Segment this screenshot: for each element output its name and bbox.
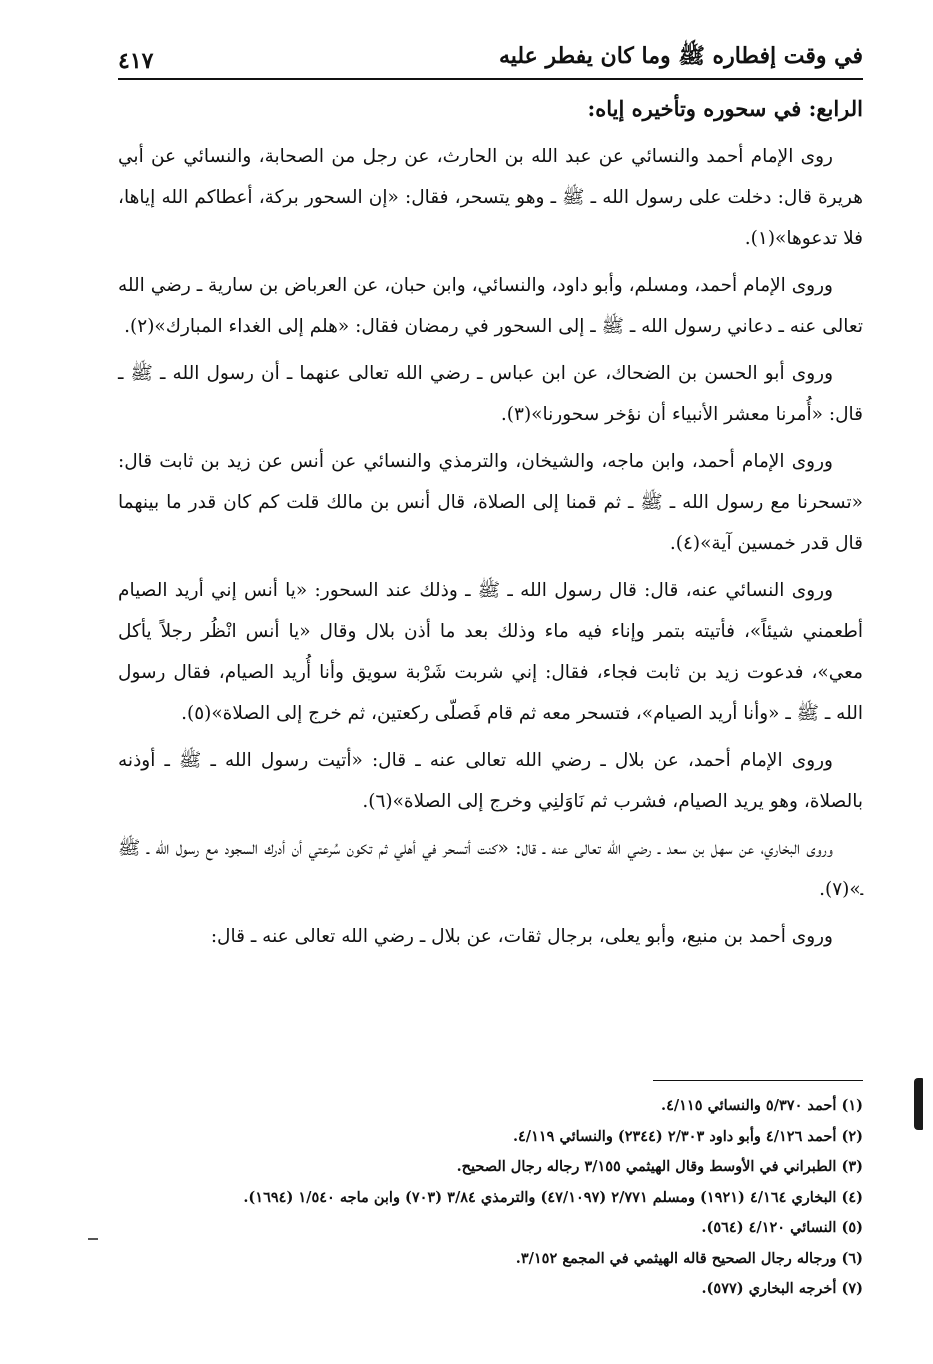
paragraph-1: روى الإمام أحمد والنسائي عن عبد الله بن الحارث، عن رجل من الصحابة، والنسائي عن أبي هريرة قال: دخلت على رسول الله ـ ﷺ ـ وهو يتسحر، فقال: «إن السحور بركة، أعطاكم الله إياها، فلا تدعوها»(١). bbox=[118, 146, 863, 249]
header-title: في وقت إفطاره ﷺ وما كان يفطر عليه bbox=[498, 43, 863, 69]
paragraph-7: وروى البخاري، عن سهل بن سعد ـ رضي الله تعالى عنه ـ قال: «كنت أتسحر في أهلي ثم تكون سُرعتي أن أدرك السجود مع رسول الله ـ ﷺ ـ»(٧). bbox=[118, 838, 863, 900]
footnote-6: (٦) ورجاله رجال الصحيح قاله الهيثمي في المجمع ٣/١٥٢. bbox=[515, 1249, 863, 1267]
footnote-5: (٥) النسائي ٤/١٢٠ (٥٦٤). bbox=[701, 1219, 863, 1236]
footnote-divider bbox=[653, 1080, 863, 1081]
scan-speck-mark bbox=[914, 1078, 923, 1130]
section-heading: الرابع: في سحوره وتأخيره إياه: bbox=[587, 96, 863, 121]
scan-dash-mark bbox=[88, 1238, 98, 1240]
paragraph-5: وروى النسائي عنه، قال: قال رسول الله ـ ﷺ ـ وذلك عند السحور: «يا أنس إني أريد الصيام أطعمني شيئاً»، فأتيته بتمر وإناء فيه ماء وذلك بعد ما أذن بلال وقال «يا أنس انْظُر رجلاً يأكل معي»، فدعوت زيد بن ثابت فجاء، فقال: إني شربت شَرْبة سويق وأنا أُريد الصيام، فقال رسول الله ـ ﷺ ـ «وأنا أريد الصيام»، فتسحر معه ثم قام فَصلّى ركعتين، ثم خرج إلى الصلاة»(٥). bbox=[118, 580, 863, 724]
footnote-2: (٢) أحمد ٤/١٢٦ وأبو داود ٢/٣٠٣ (٢٣٤٤) والنسائي ٤/١١٩. bbox=[512, 1127, 863, 1145]
paragraph-8: وروى أحمد بن منيع، وأبو يعلى، برجال ثقات، عن بلال ـ رضي الله تعالى عنه ـ قال: bbox=[210, 926, 833, 947]
footnote-1: (١) أحمد ٥/٣٧٠ والنسائي ٤/١١٥. bbox=[661, 1097, 863, 1114]
page-number: ٤١٧ bbox=[118, 48, 154, 74]
footnotes bbox=[118, 1091, 863, 1305]
footnote-4: (٤) البخاري ٤/١٦٤ (١٩٢١) ومسلم ٢/٧٧١ (٤٧/١٠٩٧) والترمذي ٣/٨٤ (٧٠٣) وابن ماجه ١/٥٤٠ (١٦٩٤). bbox=[243, 1188, 863, 1206]
running-header bbox=[118, 30, 863, 80]
footnote-7: (٧) أخرجه البخاري (٥٧٧). bbox=[701, 1280, 863, 1297]
paragraph-4: وروى الإمام أحمد، وابن ماجه، والشيخان، والترمذي والنسائي عن أنس عن زيد بن ثابت قال: «تسحرنا مع رسول الله ـ ﷺ ـ ثم قمنا إلى الصلاة، قال أنس بن مالك قلت كم كان قدر ما بينهما قال قدر خمسين آية»(٤). bbox=[118, 451, 863, 554]
footnote-3: (٣) الطبراني في الأوسط وقال الهيثمي ٣/١٥٥ رجاله رجال الصحيح. bbox=[456, 1158, 863, 1175]
paragraph-2: وروى الإمام أحمد، ومسلم، وأبو داود، والنسائي، وابن حبان، عن العرباض بن سارية ـ رضي الله تعالى عنه ـ دعاني رسول الله ـ ﷺ ـ إلى السحور في رمضان فقال: «هلم إلى الغداء المبارك»(٢). bbox=[118, 275, 863, 337]
main-text bbox=[118, 90, 863, 963]
paragraph-6: وروى الإمام أحمد، عن بلال ـ رضي الله تعالى عنه ـ قال: «أتيت رسول الله ـ ﷺ ـ أوذنه بالصلاة، وهو يريد الصيام، فشرب ثم نَاوَلنِي وخرج إلى الصلاة»(٦). bbox=[118, 750, 863, 812]
paragraph-3: وروى أبو الحسن بن الضحاك، عن ابن عباس ـ رضي الله تعالى عنهما ـ أن رسول الله ـ ﷺ ـ قال: «أُمرنا معشر الأنبياء أن نؤخر سحورنا»(٣). bbox=[118, 363, 863, 425]
